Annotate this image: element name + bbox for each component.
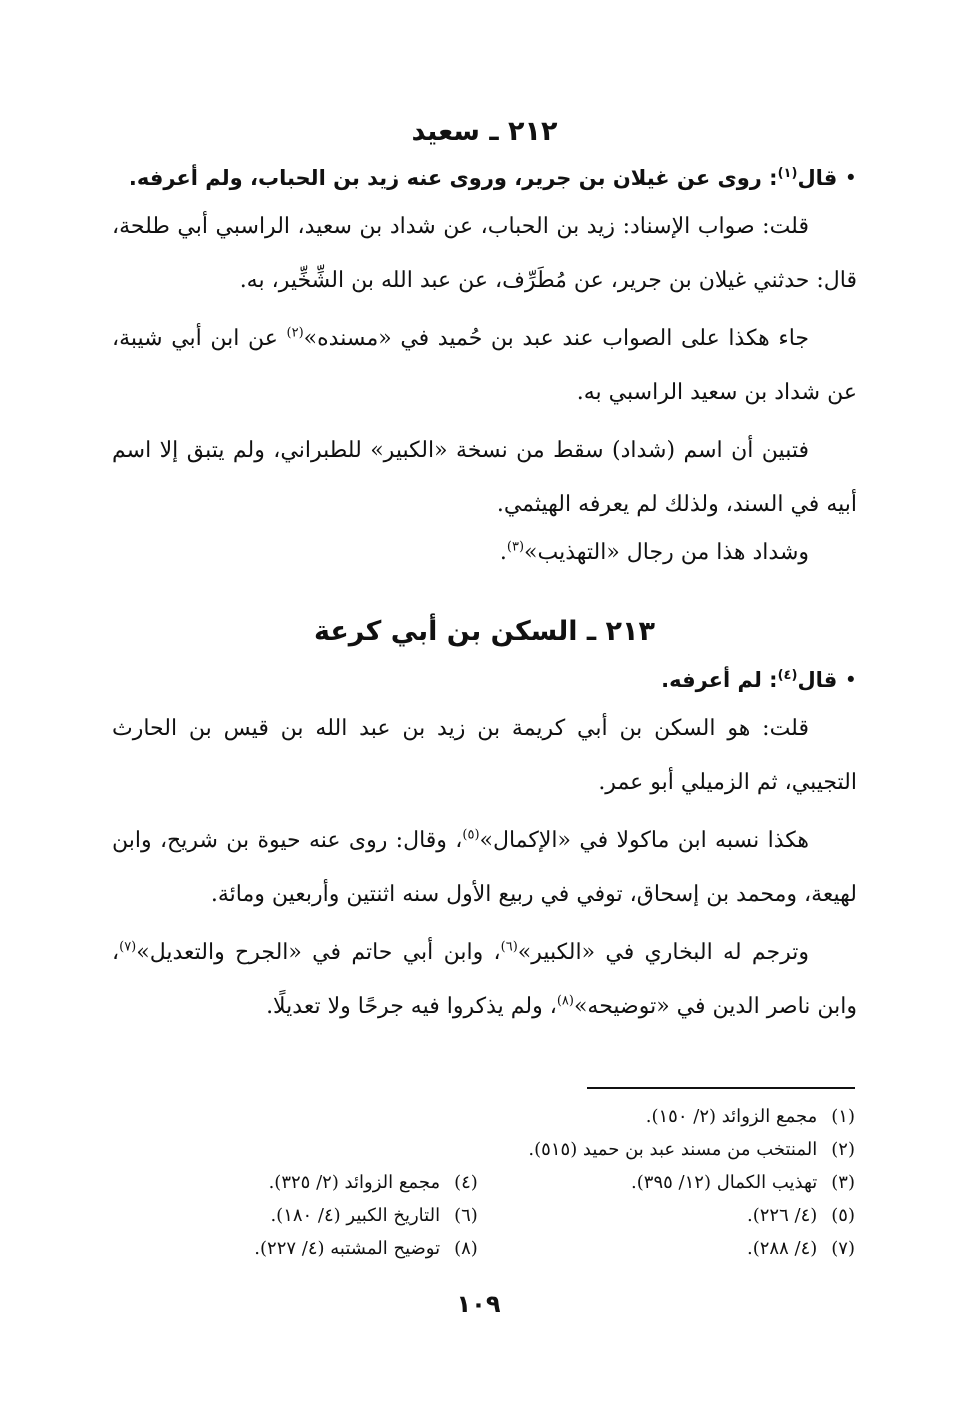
quote-label: قال	[797, 166, 838, 190]
footnote-ref[interactable]: (٣)	[506, 539, 525, 555]
entry-heading-213: ٢١٣ ـ السكن بن أبي كرعة	[313, 616, 655, 647]
bullet-icon: •	[844, 668, 857, 692]
footnote-number: (٧)	[831, 1238, 855, 1259]
paragraph-text: ، وابن ناصر الدين في «توضيحه»	[112, 940, 857, 1019]
paragraph-text: وترجم له البخاري في «الكبير»	[517, 940, 809, 965]
footnote-row	[190, 1232, 855, 1265]
footnotes	[190, 1100, 855, 1265]
paragraph-text: ، ولم يذكروا فيه جرحًا ولا تعديلًا.	[266, 994, 557, 1019]
footnote-ref[interactable]: (٧)	[119, 939, 137, 955]
paragraph	[112, 814, 857, 922]
footnote-ref[interactable]: (٨)	[556, 993, 574, 1009]
paragraph: قلت: صواب الإسناد: زيد بن الحباب، عن شداد بن سعيد، الراسبي أبي طلحة، قال: حدثني غيلان بن جرير، عن مُطَرِّف، عن عبد الله بن الشِّخِّير، به.	[112, 214, 857, 293]
paragraph: قلت: هو السكن بن أبي كريمة بن زيد بن عبد الله بن قيس بن الحارث التجيبي، ثم الزميلي أبو عمر.	[112, 716, 857, 795]
page-number: ١٠٩	[456, 1290, 501, 1318]
footnote-ref[interactable]: (٤)	[777, 668, 798, 683]
footnote-item	[478, 1166, 855, 1199]
bullet-icon: •	[844, 166, 857, 190]
footnote-ref[interactable]: (١)	[777, 166, 798, 181]
footnote-number: (٤)	[454, 1172, 478, 1193]
footnote-number: (٦)	[454, 1205, 478, 1226]
footnote-text: مجمع الزوائد (٢/ ٣٢٥).	[268, 1172, 441, 1193]
footnote-text: المنتخب من مسند عبد بن حميد (٥١٥).	[528, 1139, 818, 1160]
paragraph	[112, 526, 857, 580]
paragraph-text: جاء هكذا على الصواب عند عبد بن حُميد في «مسنده»	[303, 326, 809, 351]
footnote-divider	[587, 1087, 855, 1089]
footnote-item	[478, 1199, 855, 1232]
paragraph	[112, 926, 857, 1034]
page-body	[112, 110, 857, 1038]
paragraph: فتبين أن اسم (شداد) سقط من نسخة «الكبير» للطبراني، ولم يتبق إلا اسم أبيه في السند، ولذلك لم يعرفه الهيثمي.	[112, 438, 857, 517]
footnote-number: (٨)	[454, 1238, 478, 1259]
paragraph-text: وشداد هذا من رجال «التهذيب»	[524, 540, 809, 565]
paragraph	[112, 312, 857, 420]
quote-text: : روى عن غيلان بن جرير، وروى عنه زيد بن الحباب، ولم أعرفه.	[128, 166, 778, 190]
footnote-row	[190, 1133, 855, 1166]
footnote-item	[190, 1232, 478, 1265]
footnote-text: توضيح المشتبه (٤/ ٢٢٧).	[254, 1238, 441, 1259]
footnote-number: (١)	[831, 1106, 855, 1127]
footnote-text: مجمع الزوائد (٢/ ١٥٠).	[645, 1106, 818, 1127]
paragraph-text: ، وقال: روى عنه حيوة بن شريح، وابن لهيعة، ومحمد بن إسحاق، توفي في ربيع الأول سنه اثنتين وأربعين ومائة.	[112, 828, 857, 907]
paragraph-text: هكذا نسبه ابن ماكولا في «الإكمال»	[479, 828, 809, 853]
footnote-item	[478, 1232, 855, 1265]
footnote-text: التاريخ الكبير (٤/ ١٨٠).	[270, 1205, 441, 1226]
quote-line-213	[112, 662, 857, 698]
footnote-ref[interactable]: (٢)	[286, 325, 304, 341]
footnote-ref[interactable]: (٥)	[462, 827, 480, 843]
footnote-item	[190, 1166, 478, 1199]
footnote-item	[475, 1133, 855, 1166]
paragraph-text: عن ابن أبي شيبة، عن شداد بن سعيد الراسبي به.	[112, 326, 857, 405]
paragraph-text: .	[499, 540, 507, 565]
footnote-text: تهذيب الكمال (١٢/ ٣٩٥).	[631, 1172, 818, 1193]
quote-text: : لم أعرفه.	[661, 668, 778, 692]
quote-label: قال	[797, 668, 838, 692]
footnote-row	[190, 1199, 855, 1232]
footnote-item	[190, 1199, 478, 1232]
footnote-item	[475, 1100, 855, 1133]
footnote-ref[interactable]: (٦)	[500, 939, 518, 955]
footnote-row	[190, 1166, 855, 1199]
footnote-number: (٥)	[831, 1205, 855, 1226]
footnote-text: (٤/ ٢٢٦).	[747, 1205, 818, 1226]
footnote-row	[190, 1100, 855, 1133]
paragraph-text: ، وابن أبي حاتم في «الجرح والتعديل»	[136, 940, 501, 965]
quote-line-212	[112, 160, 857, 196]
footnote-text: (٤/ ٢٨٨).	[747, 1238, 818, 1259]
footnote-number: (٢)	[831, 1139, 855, 1160]
footnote-number: (٣)	[831, 1172, 855, 1193]
entry-heading-212: ٢١٢ ـ سعيد	[411, 116, 558, 147]
